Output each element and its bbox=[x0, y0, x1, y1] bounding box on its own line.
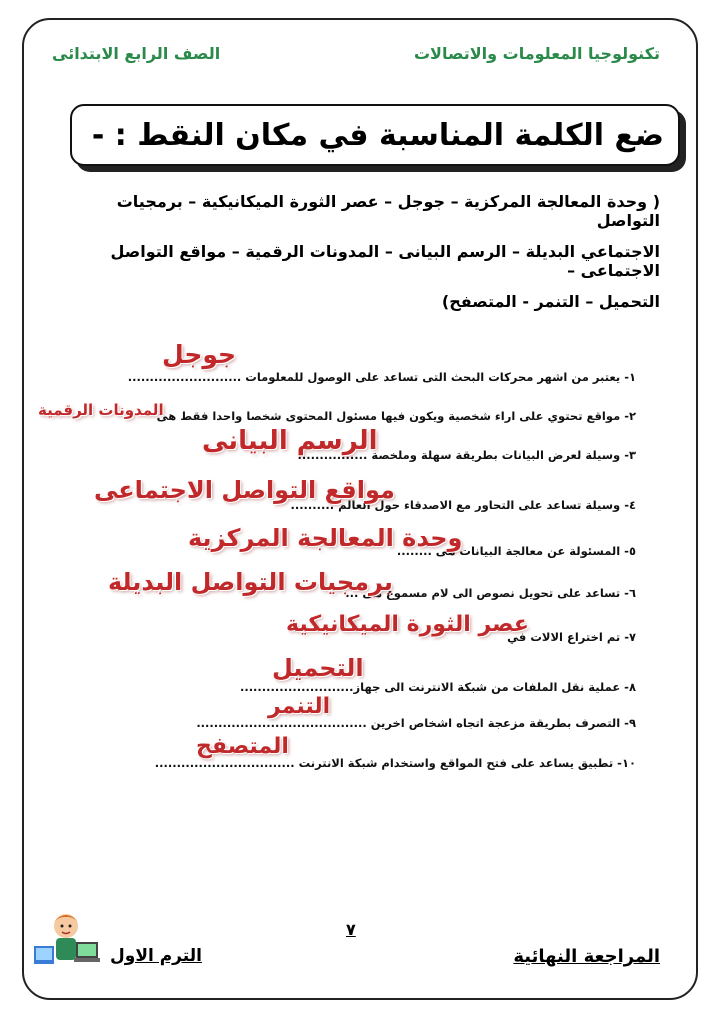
answer-3: الرسم البيانى bbox=[202, 426, 378, 456]
page-number: ٧ bbox=[346, 920, 356, 939]
answer-9: التنمر bbox=[268, 694, 331, 719]
answer-8: التحميل bbox=[272, 654, 364, 682]
term-label: الترم الاول bbox=[110, 946, 202, 966]
answer-7: عصر الثورة الميكانيكية bbox=[286, 612, 529, 637]
question-2: ٢- مواقع تحتوي على اراء شخصية ويكون فيها مسئول المحتوى شخصا واحدا فقط هى bbox=[156, 409, 636, 423]
student-computer-icon bbox=[32, 908, 102, 968]
answer-5: وحدة المعالجة المركزية bbox=[188, 524, 463, 552]
grade-header: الصف الرابع الابتدائى bbox=[52, 44, 221, 63]
question-7: ٧- تم اختراع الالات في bbox=[507, 630, 636, 644]
word-bank-line-2: الاجتماعي البديلة – الرسم البيانى – المدونات الرقمية – مواقع التواصل الاجتماعى – bbox=[110, 242, 660, 280]
answer-4: مواقع التواصل الاجتماعى bbox=[94, 476, 395, 504]
question-9: ٩- التصرف بطريقة مزعجة اتجاه اشخاص اخرين ....................................... bbox=[196, 716, 636, 730]
question-6: ٦- تساعد على تحويل نصوص الى لام مسموع هى ... bbox=[345, 586, 636, 600]
question-8: ٨- عملية نقل الملفات من شبكة الانترنت الى جهاز.......................... bbox=[239, 680, 636, 694]
answer-2: المدونات الرقمية bbox=[38, 401, 164, 419]
question-10: ١٠- تطبيق يساعد على فتح المواقع واستخدام شبكة الانترنت ................................ bbox=[154, 756, 636, 770]
title-box bbox=[70, 104, 680, 166]
final-review-label: المراجعة النهائية bbox=[513, 946, 660, 967]
subject-header: تكنولوجيا المعلومات والاتصالات bbox=[413, 44, 660, 63]
question-4: ٤- وسيلة تساعد على التحاور مع الاصدقاء حول العالم .......... bbox=[290, 498, 636, 512]
answer-1: جوجل bbox=[162, 340, 237, 369]
word-bank-line-3: التحميل – التنمر - المتصفح) bbox=[441, 292, 660, 311]
word-bank-line-1: ( وحدة المعالجة المركزية – جوجل – عصر الثورة الميكانيكية – برمجيات التواصل bbox=[116, 192, 660, 230]
question-1: ١- يعتبر من اشهر محركات البحث التى تساعد على الوصول للمعلومات .......................... bbox=[127, 370, 636, 384]
answer-6: برمجيات التواصل البديلة bbox=[108, 568, 393, 596]
question-5: ٥- المسئولة عن معالجة البيانات هى ........ bbox=[396, 544, 636, 558]
question-3: ٣- وسيلة لعرض البيانات بطريقة سهلة وملخصة ................ bbox=[297, 448, 636, 462]
answer-10: المتصفح bbox=[196, 734, 289, 759]
page-title: ضع الكلمة المناسبة في مكان النقط : - bbox=[91, 117, 664, 153]
